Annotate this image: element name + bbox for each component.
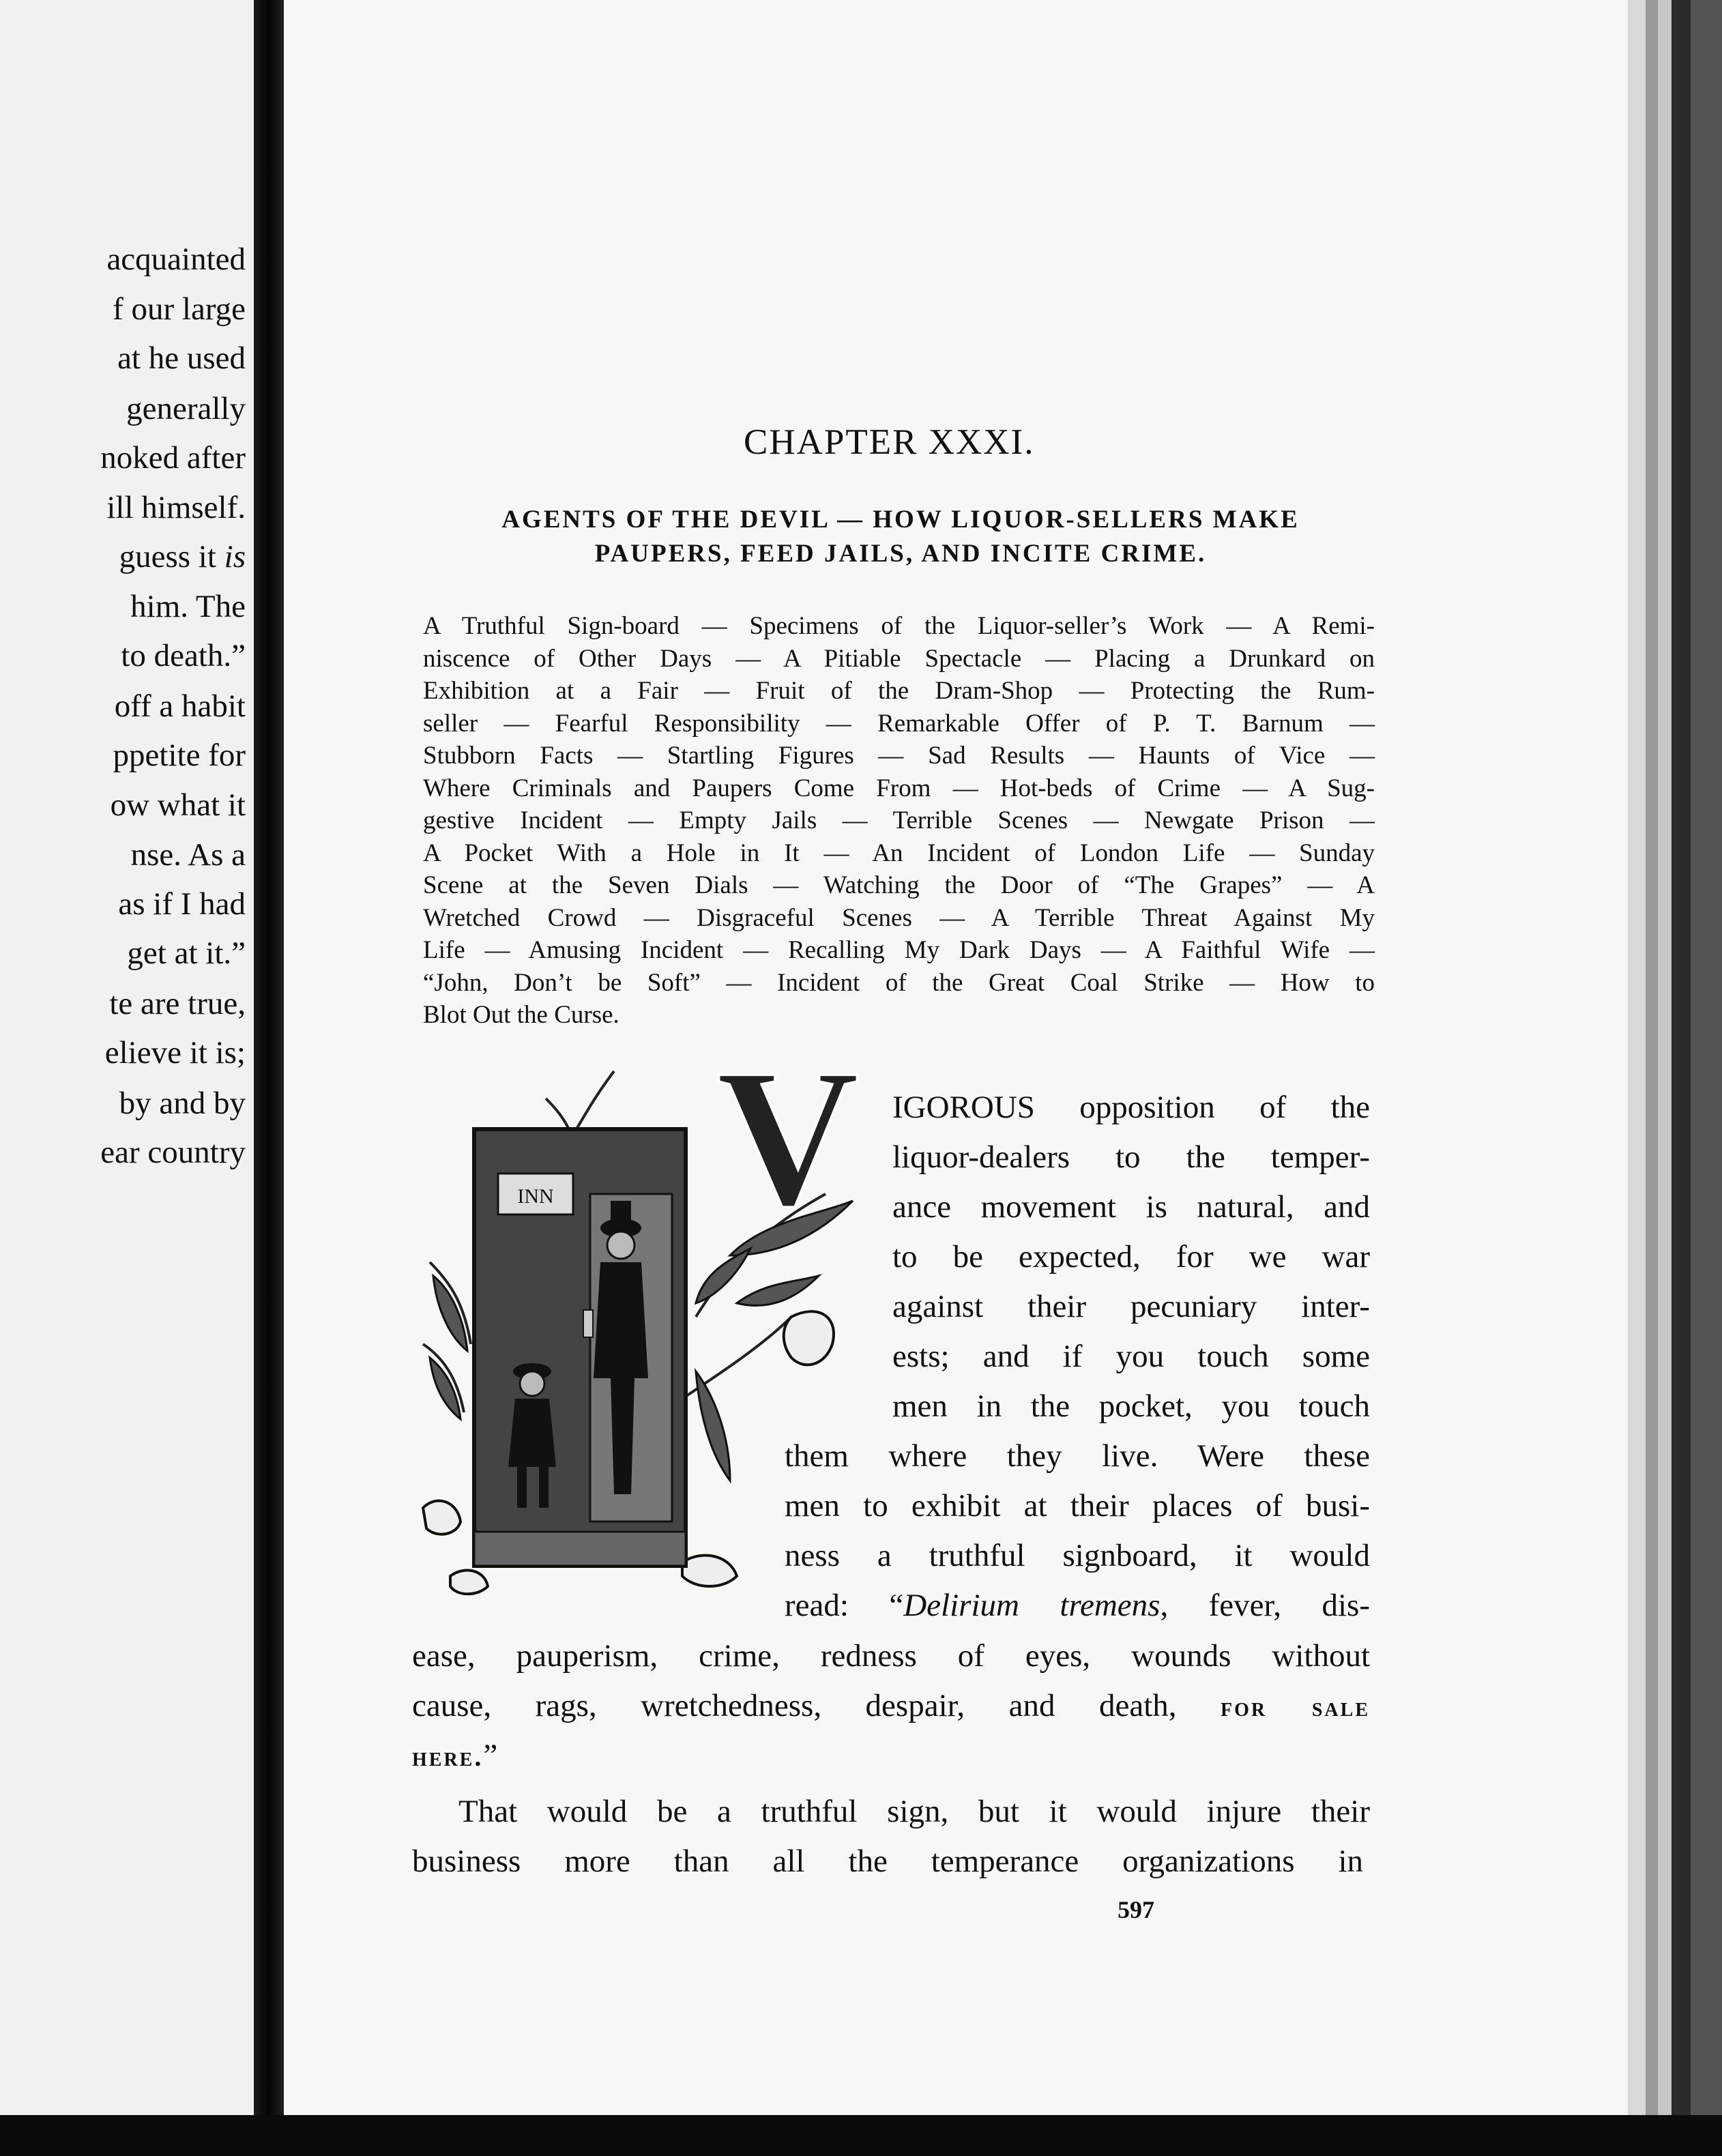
body-line: That would be a truthful sign, but it would injure their [458, 1794, 1370, 1829]
left-text-line: as if I had [118, 886, 246, 922]
summary-line: niscence of Other Days — A Pitiable Spectacle — Placing a Drunkard on [423, 644, 1375, 673]
left-text-line: off a habit [114, 688, 246, 724]
page-edge [1646, 0, 1658, 2115]
inn-sign-text: INN [517, 1185, 554, 1208]
left-text-line: ill himself. [106, 490, 246, 525]
body-line [412, 1687, 1370, 1724]
summary-line: gestive Incident — Empty Jails — Terrible Scenes — Newgate Prison — [423, 806, 1375, 834]
left-text-line: to death.” [121, 638, 246, 673]
body-line: men in the pocket, you touch [892, 1388, 1370, 1424]
body-line [412, 1737, 497, 1774]
drop-cap-v: V [716, 1058, 860, 1247]
left-text-line: guess it is [119, 539, 246, 574]
summary-line: Exhibition at a Fair — Fruit of the Dram-Shop — Protecting the Rum- [423, 677, 1375, 705]
summary-line: seller — Fearful Responsibility — Remarkable Offer of P. T. Barnum — [423, 709, 1375, 738]
book-cover-edge [1672, 0, 1691, 2115]
page-edge [1658, 0, 1672, 2115]
left-text-line: by and by [119, 1086, 246, 1121]
body-line: ness a truthful signboard, it would [785, 1538, 1370, 1573]
left-text-line: nse. As a [130, 837, 246, 873]
body-line: against their pecuniary inter- [892, 1289, 1370, 1324]
body-text: cause, rags, wretchedness, despair, and death, [412, 1688, 1177, 1723]
bottle-icon [583, 1310, 593, 1337]
body-text: ” [483, 1738, 498, 1773]
body-line: ance movement is natural, and [892, 1189, 1370, 1225]
summary-line: “John, Don’t be Soft” — Incident of the Great Coal Strike — How to [423, 968, 1375, 997]
drop-cap-illustration [409, 1058, 887, 1617]
summary-line: Scene at the Seven Dials — Watching the Door of “The Grapes” — A [423, 871, 1375, 899]
body-line: business more than all the temperance organizations in [412, 1844, 1363, 1879]
left-page [0, 0, 254, 2115]
chapter-heading-line: AGENTS OF THE DEVIL — HOW LIQUOR-SELLERS MAKE [501, 506, 1300, 534]
body-small-caps: here. [412, 1741, 484, 1772]
summary-line: A Pocket With a Hole in It — An Incident of London Life — Sunday [423, 839, 1375, 867]
summary-line: Where Criminals and Paupers Come From — Hot-beds of Crime — A Sug- [423, 774, 1375, 802]
book-gutter [254, 0, 284, 2115]
body-line: liquor-dealers to the temper- [892, 1139, 1370, 1175]
left-text-line: te are true, [109, 986, 246, 1021]
scan-background [0, 2115, 1722, 2156]
summary-line: Stubborn Facts — Startling Figures — Sad Results — Haunts of Vice — [423, 742, 1375, 770]
left-text-line: ear country [100, 1135, 246, 1170]
summary-line: Blot Out the Curse. [423, 1001, 619, 1029]
body-line: men to exhibit at their places of busi- [785, 1488, 1370, 1524]
body-text: read: “ [785, 1588, 904, 1623]
body-line: ests; and if you touch some [892, 1339, 1370, 1374]
doorway-scene [474, 1129, 686, 1566]
left-text-line: him. The [130, 589, 246, 624]
summary-line: Life — Amusing Incident — Recalling My Dark Days — A Faithful Wife — [423, 936, 1375, 964]
left-text-line: at he used [117, 340, 246, 376]
doorstep [474, 1532, 686, 1566]
left-text-line: generally [126, 391, 246, 426]
drop-cap-letter [716, 1058, 859, 1247]
book-cover-edge [1691, 0, 1722, 2115]
left-text-line: get at it.” [127, 935, 246, 971]
left-text-line: ppetite for [113, 738, 246, 773]
body-italic-text: Delirium tremens [903, 1588, 1161, 1623]
page-number: 597 [1118, 1896, 1154, 1923]
body-line [785, 1587, 1370, 1624]
left-text-line: ow what it [110, 787, 246, 823]
summary-line: A Truthful Sign-board — Specimens of the Liquor-seller’s Work — A Remi- [423, 612, 1375, 640]
summary-line: Wretched Crowd — Disgraceful Scenes — A Terrible Threat Against My [423, 903, 1375, 932]
chapter-heading-line: PAUPERS, FEED JAILS, AND INCITE CRIME. [594, 540, 1207, 568]
body-line: them where they live. Were these [785, 1438, 1370, 1474]
body-line: IGOROUS opposition of the [892, 1090, 1370, 1125]
body-text: , fever, dis- [1160, 1588, 1370, 1623]
left-text-line: f our large [113, 291, 246, 327]
left-text-line: elieve it is; [104, 1035, 246, 1070]
left-text-line: acquainted [106, 242, 246, 277]
body-line: to be expected, for we war [892, 1239, 1370, 1274]
chapter-title: CHAPTER XXXI. [744, 422, 1035, 462]
chapter-summary [423, 610, 1375, 1032]
body-small-caps: for sale [1221, 1691, 1371, 1722]
body-line: ease, pauperism, crime, redness of eyes, wounds without [412, 1638, 1370, 1674]
left-text-line: noked after [100, 440, 246, 476]
page-edge [1628, 0, 1646, 2115]
